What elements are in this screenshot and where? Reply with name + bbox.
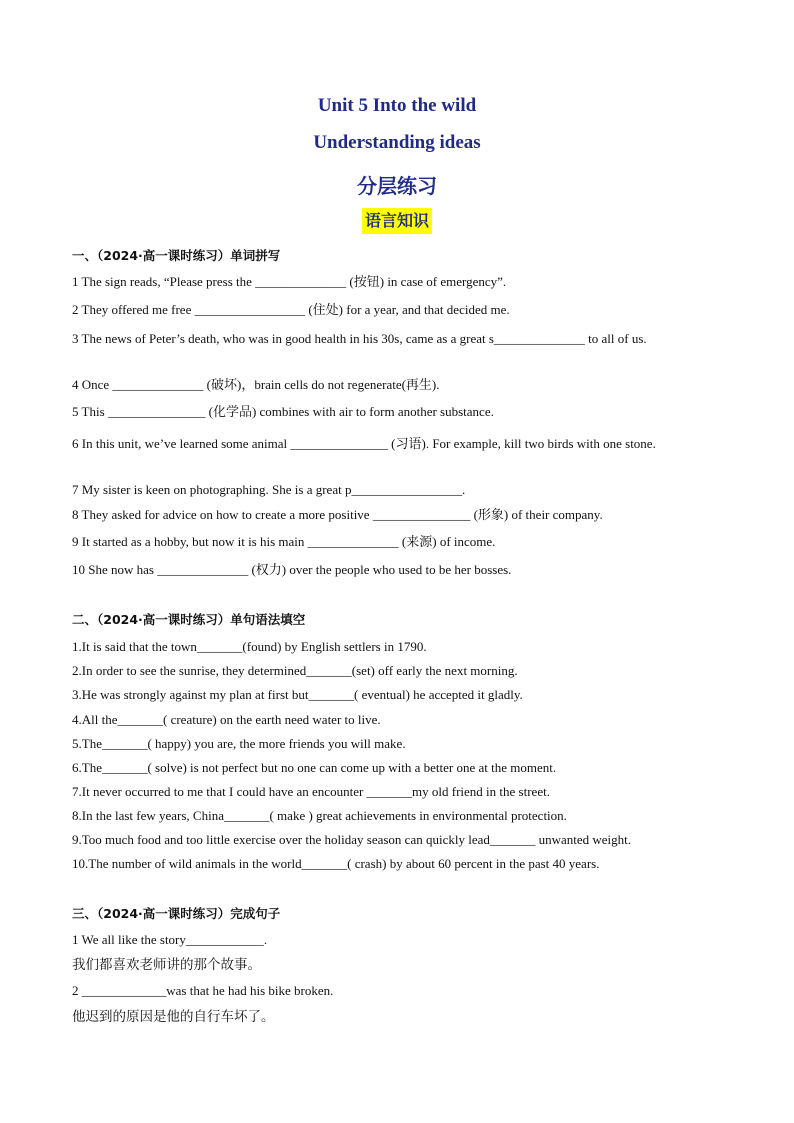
- lesson-title: Understanding ideas: [313, 132, 481, 153]
- s3-item-1-cn: 我们都喜欢老师讲的那个故事。: [72, 957, 261, 973]
- s1-item-2: 2 They offered me free _________________ (住处) for a year, and that decided me.: [72, 302, 510, 317]
- unit-title: Unit 5 Into the wild: [317, 95, 477, 116]
- s1-item-9: 9 It started as a hobby, but now it is his main ______________ (来源) of income.: [72, 534, 496, 549]
- s2-item-2: 2.In order to see the sunrise, they determined_______(set) off early the next morning.: [72, 663, 518, 678]
- s2-item-10: 10.The number of wild animals in the world_______( crash) by about 60 percent in the past 40 years.: [72, 856, 600, 871]
- s2-item-7: 7.It never occurred to me that I could have an encounter _______my old friend in the street.: [72, 784, 550, 799]
- s2-item-1: 1.It is said that the town_______(found) by English settlers in 1790.: [72, 639, 427, 654]
- section2-heading: 二、（2024·高一课时练习）单句语法填空: [72, 612, 306, 627]
- section1-heading: 一、（2024·高一课时练习）单词拼写: [72, 248, 281, 263]
- exercise-subtitle: 分层练习: [357, 174, 437, 198]
- s1-item-7: 7 My sister is keen on photographing. She is a great p_________________.: [72, 482, 466, 497]
- section3-heading: 三、（2024·高一课时练习）完成句子: [72, 906, 281, 921]
- s2-item-6: 6.The_______( solve) is not perfect but no one can come up with a better one at the moment.: [72, 760, 557, 775]
- s1-item-3: 3 The news of Peter’s death, who was in good health in his 30s, came as a great s______________ to all of us.: [72, 331, 647, 346]
- s3-item-2-cn: 他迟到的原因是他的自行车坏了。: [72, 1009, 275, 1025]
- badge-row: [0, 208, 794, 234]
- s3-item-2-en: 2 _____________was that he had his bike broken.: [72, 983, 334, 998]
- s2-item-5: 5.The_______( happy) you are, the more friends you will make.: [72, 736, 406, 751]
- language-knowledge-badge: 语言知识: [362, 208, 432, 234]
- s1-item-10: 10 She now has ______________ (权力) over the people who used to be her bosses.: [72, 562, 512, 577]
- s1-item-4: 4 Once ______________ (破坏)，brain cells do not regenerate(再生).: [72, 377, 440, 392]
- s2-item-4: 4.All the_______( creature) on the earth need water to live.: [72, 712, 381, 727]
- s2-item-8: 8.In the last few years, China_______( make ) great achievements in environmental protection.: [72, 808, 567, 823]
- s1-item-1: 1 The sign reads, “Please press the ______________ (按钮) in case of emergency”.: [72, 274, 507, 289]
- s1-item-6: 6 In this unit, we’ve learned some animal _______________ (习语). For example, kill two birds with one stone.: [72, 436, 656, 451]
- s2-item-3: 3.He was strongly against my plan at first but_______( eventual) he accepted it gladly.: [72, 687, 523, 702]
- s3-item-1-en: 1 We all like the story____________.: [72, 932, 268, 947]
- s1-item-5: 5 This _______________ (化学品) combines with air to form another substance.: [72, 404, 494, 419]
- s1-item-8: 8 They asked for advice on how to create a more positive _______________ (形象) of their company.: [72, 507, 603, 522]
- s2-item-9: 9.Too much food and too little exercise over the holiday season can quickly lead_______ unwanted weight.: [72, 832, 632, 847]
